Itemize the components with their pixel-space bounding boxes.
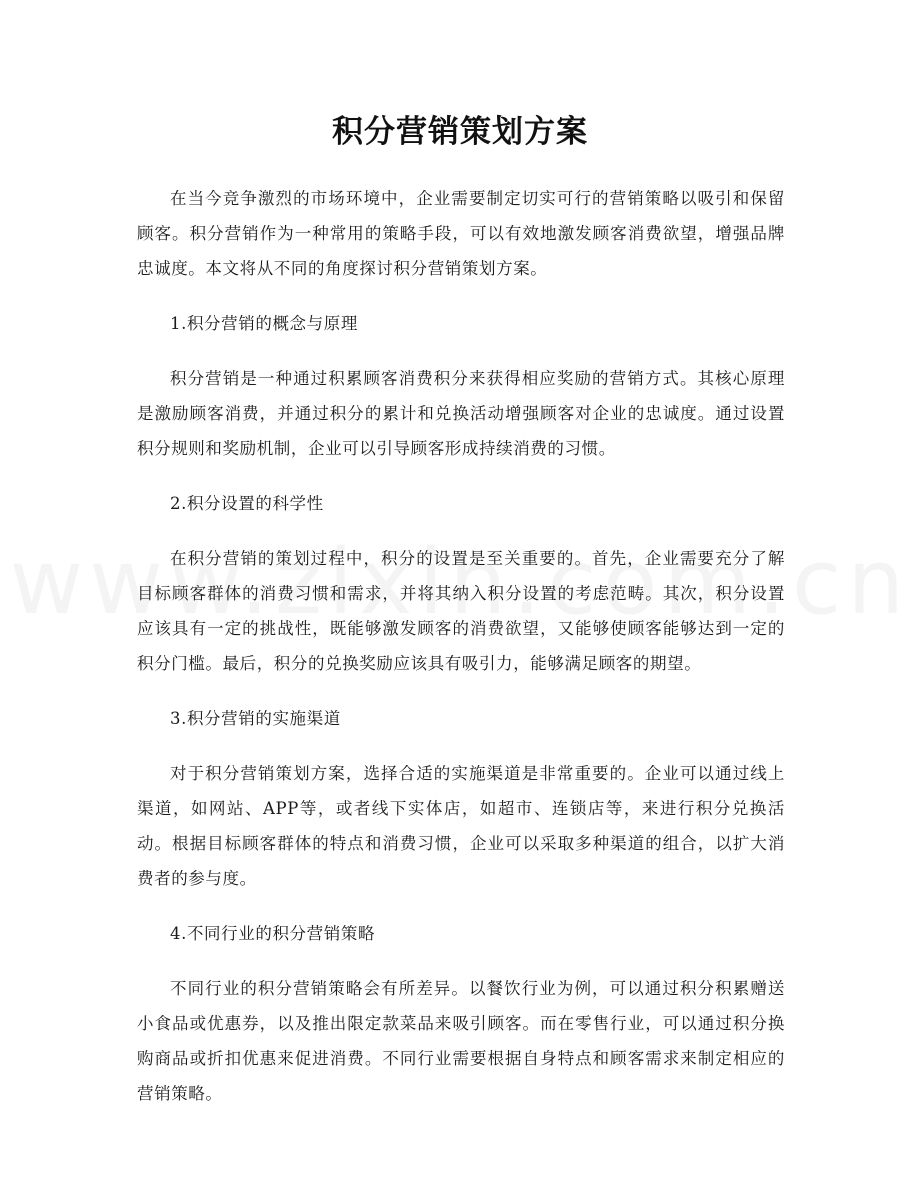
page-title: 积分营销策划方案 [332,114,588,150]
document-body [137,181,785,1131]
section-heading-1: 1.积分营销的概念与原理 [170,314,358,333]
section-heading-4: 4.不同行业的积分营销策略 [170,924,376,943]
section-paragraph-2: 在积分营销的策划过程中，积分的设置是至关重要的。首先，企业需要充分了解目标顾客群体的消费习惯和需求，并将其纳入积分设置的考虑范畴。其次，积分设置应该具有一定的挑战性，既能够激发顾客的消费欲望，又能够使顾客能够达到一定的积分门槛。最后，积分的兑换奖励应该具有吸引力，能够满足顾客的期望。 [137,549,785,673]
section-heading-2: 2.积分设置的科学性 [170,494,324,513]
section-paragraph-3: 对于积分营销策划方案，选择合适的实施渠道是非常重要的。企业可以通过线上渠道，如网站、APP等，或者线下实体店，如超市、连锁店等，来进行积分兑换活动。根据目标顾客群体的特点和消费习惯，企业可以采取多种渠道的组合，以扩大消费者的参与度。 [137,764,785,888]
intro-paragraph: 在当今竞争激烈的市场环境中，企业需要制定切实可行的营销策略以吸引和保留顾客。积分营销作为一种常用的策略手段，可以有效地激发顾客消费欲望，增强品牌忠诚度。本文将从不同的角度探讨积分营销策划方案。 [137,189,785,278]
section-paragraph-1: 积分营销是一种通过积累顾客消费积分来获得相应奖励的营销方式。其核心原理是激励顾客消费，并通过积分的累计和兑换活动增强顾客对企业的忠诚度。通过设置积分规则和奖励机制，企业可以引导顾客形成持续消费的习惯。 [137,369,785,458]
section-heading-3: 3.积分营销的实施渠道 [170,709,341,728]
section-paragraph-4: 不同行业的积分营销策略会有所差异。以餐饮行业为例，可以通过积分积累赠送小食品或优惠券，以及推出限定款菜品来吸引顾客。而在零售行业，可以通过积分换购商品或折扣优惠来促进消费。不同行业需要根据自身特点和顾客需求来制定相应的营销策略。 [137,979,785,1103]
